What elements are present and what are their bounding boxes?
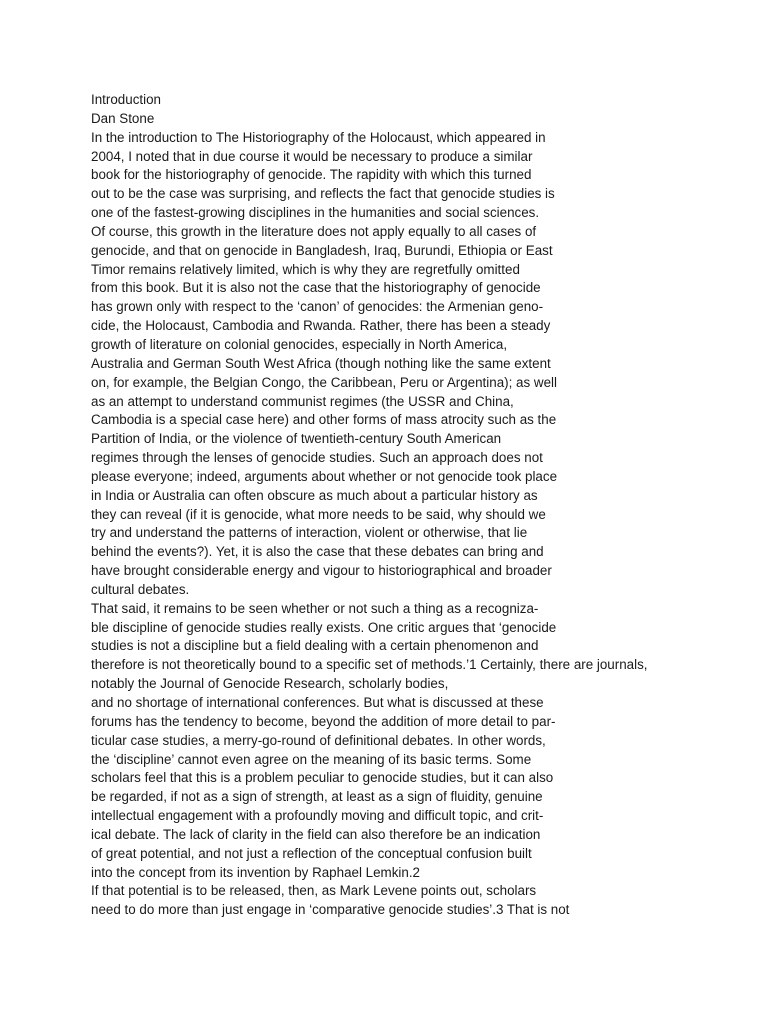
body-line: in India or Australia can often obscure as much about a particular history as xyxy=(91,487,538,503)
body-line: cide, the Holocaust, Cambodia and Rwanda. Rather, there has been a steady xyxy=(91,318,551,334)
body-line: have brought considerable energy and vigour to historiographical and broader xyxy=(91,563,552,579)
body-line: into the concept from its invention by Raphael Lemkin.2 xyxy=(91,864,420,880)
body-line: and no shortage of international conferences. But what is discussed at these xyxy=(91,695,544,710)
body-line: from this book. But it is also not the case that the historiography of genocide xyxy=(91,280,541,296)
body-line: regimes through the lenses of genocide studies. Such an approach does not xyxy=(91,450,543,466)
body-line: therefore is not theoretically bound to a specific set of methods.’1 Certainly, there are journals, xyxy=(91,657,648,673)
body-line: That said, it remains to be seen whether or not such a thing as a recogniza- xyxy=(91,600,539,616)
body-line: Of course, this growth in the literature does not apply equally to all cases of xyxy=(91,223,537,239)
body-line: genocide, and that on genocide in Bangladesh, Iraq, Burundi, Ethiopia or East xyxy=(91,242,553,258)
body-line: scholars feel that this is a problem peculiar to genocide studies, but it can also xyxy=(91,770,554,786)
body-line: of great potential, and not just a reflection of the conceptual confusion built xyxy=(91,845,532,861)
body-line: ble discipline of genocide studies really exists. One critic argues that ‘genocide xyxy=(91,619,557,635)
body-line: 2004, I noted that in due course it would be necessary to produce a similar xyxy=(91,148,533,164)
document-body xyxy=(91,129,751,920)
body-line: behind the events?). Yet, it is also the case that these debates can bring and xyxy=(91,544,544,560)
body-line: book for the historiography of genocide. The rapidity with which this turned xyxy=(91,167,532,183)
body-line: forums has the tendency to become, beyond the addition of more detail to par- xyxy=(91,713,556,729)
body-line: intellectual engagement with a profoundly moving and difficult topic, and crit- xyxy=(91,808,544,824)
body-line: Timor remains relatively limited, which is why they are regretfully omitted xyxy=(91,261,520,277)
body-line: as an attempt to understand communist regimes (the USSR and China, xyxy=(91,393,514,409)
body-line: one of the fastest-growing disciplines in the humanities and social sciences. xyxy=(91,205,540,221)
body-line: try and understand the patterns of interaction, violent or otherwise, that lie xyxy=(91,525,528,541)
document-page xyxy=(91,91,751,920)
body-line: If that potential is to be released, then, as Mark Levene points out, scholars xyxy=(91,883,537,899)
body-line: In the introduction to The Historiography of the Holocaust, which appeared in xyxy=(91,129,546,145)
body-line: has grown only with respect to the ‘canon’ of genocides: the Armenian geno- xyxy=(91,299,544,315)
body-line: ical debate. The lack of clarity in the field can also therefore be an indication xyxy=(91,826,541,842)
body-line: they can reveal (if it is genocide, what more needs to be said, why should we xyxy=(91,506,546,522)
body-line: ticular case studies, a merry-go-round of definitional debates. In other words, xyxy=(91,732,546,748)
body-line: Cambodia is a special case here) and other forms of mass atrocity such as the xyxy=(91,412,557,428)
body-line: need to do more than just engage in ‘comparative genocide studies’.3 That is not xyxy=(91,902,570,918)
body-line: cultural debates. xyxy=(91,581,190,597)
body-line: Australia and German South West Africa (though nothing like the same extent xyxy=(91,355,551,371)
body-line: be regarded, if not as a sign of strength, at least as a sign of fluidity, genuine xyxy=(91,789,543,805)
document-author: Dan Stone xyxy=(91,110,155,126)
body-line: the ‘discipline’ cannot even agree on the meaning of its basic terms. Some xyxy=(91,751,532,767)
body-line: please everyone; indeed, arguments about whether or not genocide took place xyxy=(91,468,558,484)
body-line: studies is not a discipline but a field dealing with a certain phenomenon and xyxy=(91,638,539,654)
body-line: notably the Journal of Genocide Research, scholarly bodies, xyxy=(91,676,449,692)
document-title: Introduction xyxy=(91,92,161,107)
body-line: out to be the case was surprising, and reflects the fact that genocide studies is xyxy=(91,186,555,202)
body-line: on, for example, the Belgian Congo, the Caribbean, Peru or Argentina); as well xyxy=(91,374,557,390)
body-line: Partition of India, or the violence of twentieth-century South American xyxy=(91,431,502,447)
body-line: growth of literature on colonial genocides, especially in North America, xyxy=(91,336,508,352)
